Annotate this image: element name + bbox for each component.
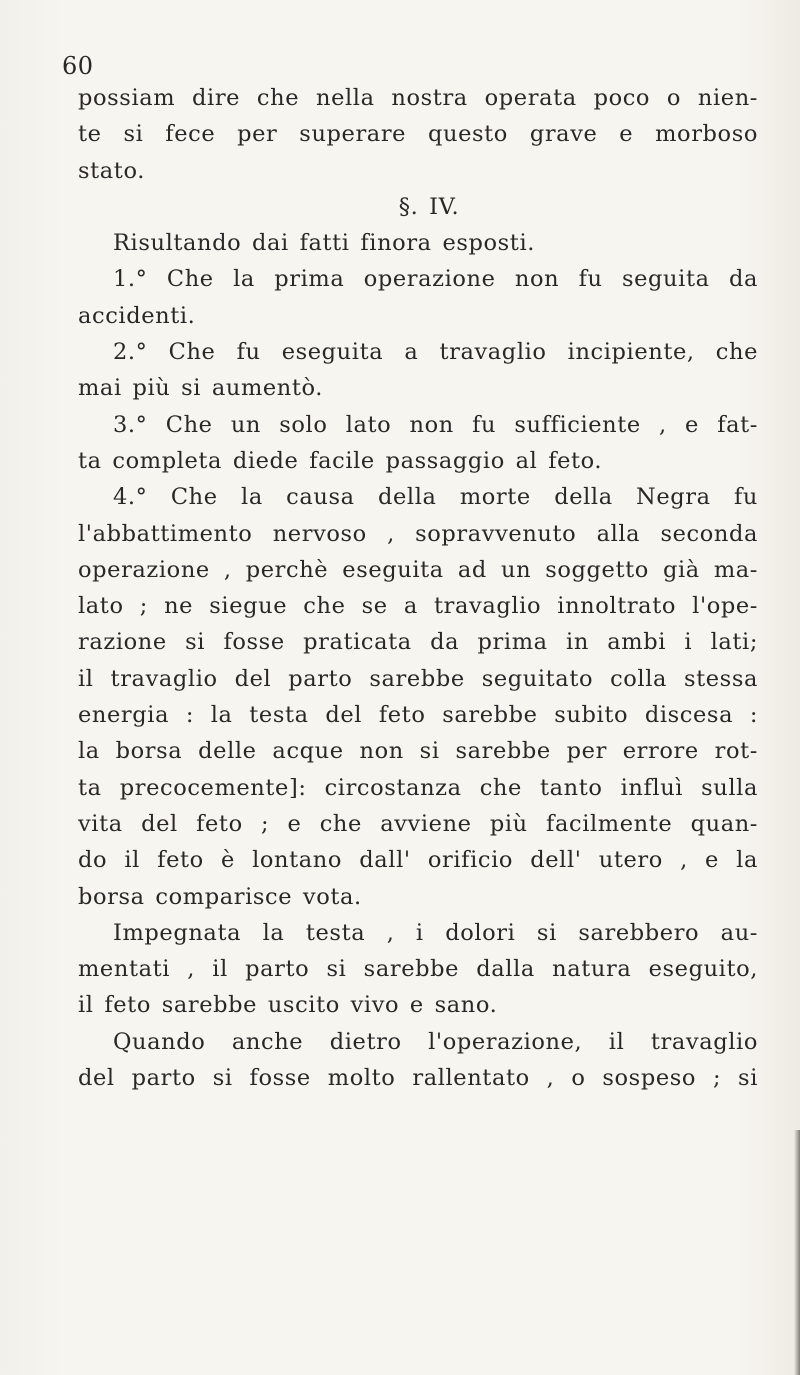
text-line: te si fece per superare questo grave e morboso xyxy=(78,121,758,148)
text-line: operazione , perchè eseguita ad un soggetto già ma- xyxy=(78,556,758,583)
text-line: energia : la testa del feto sarebbe subito discesa : xyxy=(78,702,758,729)
text-line: Quando anche dietro l'operazione, il travaglio xyxy=(113,1028,758,1055)
text-line: Impegnata la testa , i dolori si sarebbero au- xyxy=(113,919,758,946)
text-line: del parto si fosse molto rallentato , o sospeso ; si xyxy=(78,1065,758,1092)
list-item: 4.° Che la causa della morte della Negra fu xyxy=(113,484,758,511)
text-line: Risultando dai fatti finora esposti. xyxy=(113,230,535,257)
text-line: borsa comparisce vota. xyxy=(78,883,362,910)
text-line: vita del feto ; e che avviene più facilmente quan- xyxy=(78,810,758,837)
page-edge-shadow xyxy=(794,1130,800,1375)
body-text xyxy=(78,80,758,1096)
section-heading: §. IV. xyxy=(398,193,460,220)
text-line: accidenti. xyxy=(78,302,196,329)
page-number: 60 xyxy=(62,52,94,80)
text-line: lato ; ne siegue che se a travaglio innoltrato l'ope- xyxy=(78,593,758,620)
text-line: mentati , il parto si sarebbe dalla natura eseguito, xyxy=(78,956,758,983)
list-item: 2.° Che fu eseguita a travaglio incipiente, che xyxy=(113,339,758,366)
list-item: 3.° Che un solo lato non fu sufficiente , e fat- xyxy=(113,411,758,438)
text-line: il travaglio del parto sarebbe seguitato colla stessa xyxy=(78,665,758,692)
text-line: do il feto è lontano dall' orificio dell' utero , e la xyxy=(78,847,758,874)
text-line: la borsa delle acque non si sarebbe per errore rot- xyxy=(78,738,758,765)
text-line: ta completa diede facile passaggio al feto. xyxy=(78,447,603,474)
text-line: ta precocemente]: circostanza che tanto influì sulla xyxy=(78,774,758,801)
list-item: 1.° Che la prima operazione non fu seguita da xyxy=(113,266,758,293)
text-line: possiam dire che nella nostra operata poco o nien- xyxy=(78,85,758,111)
text-line: stato. xyxy=(78,157,145,184)
text-line: mai più si aumentò. xyxy=(78,375,324,402)
text-line: il feto sarebbe uscito vivo e sano. xyxy=(78,992,498,1019)
text-line: razione si fosse praticata da prima in ambi i lati; xyxy=(78,629,758,656)
text-line: l'abbattimento nervoso , sopravvenuto alla seconda xyxy=(78,520,758,547)
